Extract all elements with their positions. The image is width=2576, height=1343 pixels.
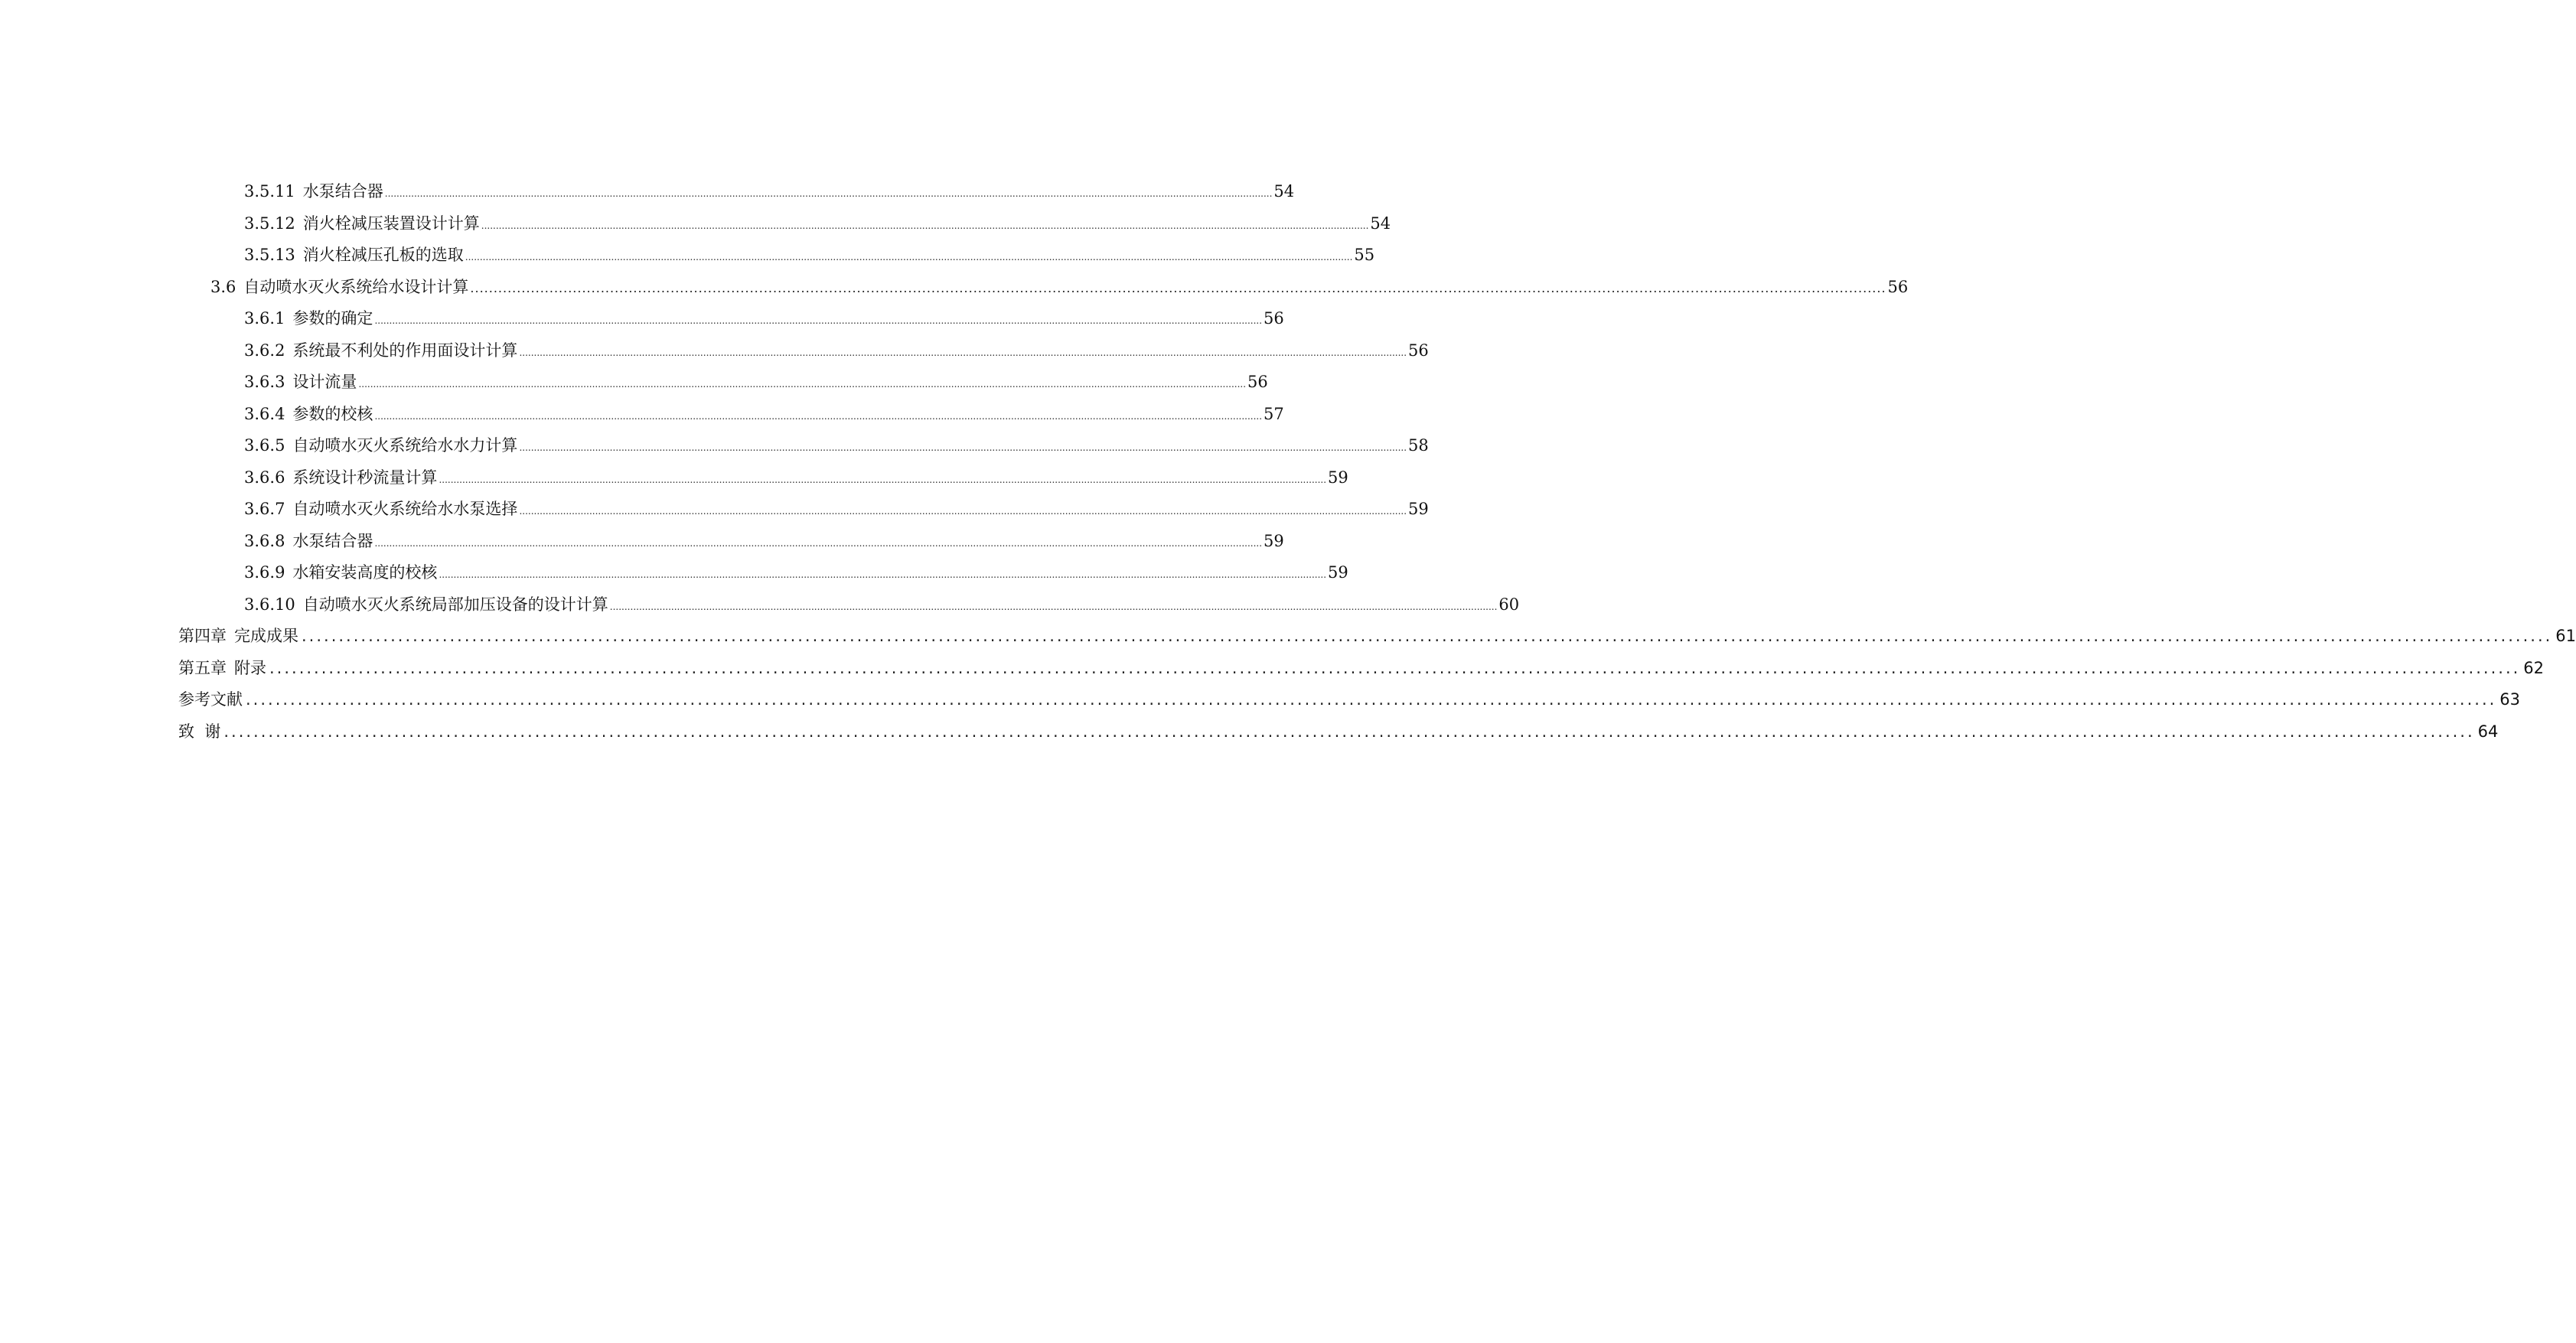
toc-entry-page: 63	[2499, 690, 2521, 709]
toc-entry-title: 水箱安装高度的校核	[292, 563, 438, 582]
toc-entry-page: 56	[1264, 309, 1284, 328]
toc-leader-dots: ................................................................................................................................................................................................................................................................................................................	[269, 658, 2521, 677]
toc-leader-dots: ................................................................................................................................................................................................................................................................................................................	[223, 722, 2475, 741]
toc-leader-dots: ................................................................................................................................................................................................................................................................................................................	[465, 252, 1353, 262]
toc-leader-dots: ................................................................................................................................................................................................................................................................................................................	[519, 506, 1407, 517]
toc-leader-dots: ................................................................................................................................................................................................................................................................................................................	[481, 220, 1369, 231]
toc-entry-title: 系统最不利处的作用面设计计算	[292, 341, 518, 360]
toc-entry-title: 自动喷水灭火系统局部加压设备的设计计算	[302, 595, 608, 614]
toc-entry-3-5-13[interactable]	[178, 240, 1375, 272]
toc-entry-page: 55	[1354, 246, 1375, 264]
toc-entry-title: 消火栓减压孔板的选取	[302, 246, 464, 264]
toc-leader-dots: ................................................................................................................................................................................................................................................................................................................	[519, 347, 1407, 358]
toc-entry-page: 59	[1264, 531, 1284, 550]
toc-entry-number: 3.6.1	[244, 309, 285, 328]
toc-leader-dots: ................................................................................................................................................................................................................................................................................................................	[374, 315, 1263, 326]
toc-entry-title: 水泵结合器	[302, 182, 383, 200]
toc-entry-3-6-4[interactable]	[178, 399, 1284, 431]
toc-entry-number: 3.6.4	[244, 404, 285, 423]
toc-entry-number: 3.6.8	[244, 531, 285, 550]
toc-entry-title: 设计流量	[292, 373, 357, 391]
toc-entry-title: 参数的校核	[292, 404, 373, 423]
toc-entry-page: 54	[1370, 214, 1391, 233]
toc-leader-dots: ................................................................................................................................................................................................................................................................................................................	[384, 188, 1273, 199]
toc-leader-dots: ................................................................................................................................................................................................................................................................................................................	[470, 280, 1886, 295]
toc-entry-3-6[interactable]	[178, 272, 1909, 304]
toc-entry-number: 第五章	[178, 658, 227, 677]
toc-entry-title: 消火栓减压装置设计计算	[302, 214, 480, 233]
toc-entry-title: 附录	[234, 658, 266, 677]
toc-entry-number: 3.6.2	[244, 341, 285, 360]
toc-entry-title: 自动喷水灭火系统给水设计计算	[243, 277, 469, 296]
toc-entry-page: 64	[2477, 722, 2499, 741]
toc-entry-title: 参数的确定	[292, 309, 373, 328]
toc-entry-number: 第四章	[178, 627, 227, 645]
toc-entry-page: 61	[2555, 627, 2576, 645]
toc-entry-number: 3.6.10	[244, 595, 295, 614]
toc-entry-number: 3.5.12	[244, 214, 295, 233]
toc-entry-chapter-5[interactable]	[178, 653, 2545, 685]
toc-entry-3-6-5[interactable]	[178, 430, 1429, 462]
toc-entry-acknowledgements[interactable]	[178, 716, 2499, 748]
toc-entry-3-6-7[interactable]	[178, 494, 1429, 526]
toc-entry-3-6-10[interactable]	[178, 589, 1520, 621]
toc-entry-page: 59	[1328, 563, 1348, 582]
toc-entry-3-6-9[interactable]	[178, 557, 1348, 589]
toc-entry-title: 系统设计秒流量计算	[292, 468, 438, 487]
toc-leader-dots: ................................................................................................................................................................................................................................................................................................................	[439, 474, 1327, 485]
toc-entry-number: 3.6.5	[244, 436, 285, 455]
toc-entry-title: 完成成果	[234, 627, 298, 645]
toc-entry-number: 3.6.3	[244, 373, 285, 391]
toc-leader-dots: ................................................................................................................................................................................................................................................................................................................	[374, 410, 1263, 422]
toc-entry-number: 3.5.11	[244, 182, 295, 200]
toc-entry-title: 参考文献	[178, 690, 243, 709]
table-of-contents	[178, 176, 2576, 748]
toc-entry-3-6-6[interactable]	[178, 462, 1348, 494]
toc-entry-number: 3.6.6	[244, 468, 285, 487]
toc-entry-number: 3.6	[210, 277, 236, 296]
toc-leader-dots: ................................................................................................................................................................................................................................................................................................................	[609, 601, 1498, 612]
toc-entry-3-6-2[interactable]	[178, 335, 1429, 367]
toc-entry-page: 59	[1328, 468, 1348, 487]
toc-leader-dots: ................................................................................................................................................................................................................................................................................................................	[519, 442, 1407, 453]
toc-entry-number: 3.5.13	[244, 246, 295, 264]
toc-entry-page: 60	[1498, 595, 1520, 614]
toc-entry-references[interactable]	[178, 684, 2521, 716]
toc-entry-title: 自动喷水灭火系统给水水力计算	[292, 436, 518, 455]
toc-entry-title: 致 谢	[178, 722, 221, 741]
toc-entry-3-5-12[interactable]	[178, 208, 1391, 240]
toc-entry-3-5-11[interactable]	[178, 176, 1295, 208]
toc-leader-dots: ................................................................................................................................................................................................................................................................................................................	[302, 627, 2553, 645]
toc-entry-number: 3.6.7	[244, 500, 285, 518]
toc-entry-page: 58	[1408, 436, 1429, 455]
toc-entry-chapter-4[interactable]	[178, 621, 2576, 653]
toc-entry-title: 水泵结合器	[292, 531, 373, 550]
toc-entry-3-6-1[interactable]	[178, 303, 1284, 335]
toc-entry-page: 56	[1887, 277, 1909, 296]
toc-entry-page: 57	[1264, 404, 1284, 423]
toc-entry-title: 自动喷水灭火系统给水水泵选择	[292, 500, 518, 518]
toc-leader-dots: ................................................................................................................................................................................................................................................................................................................	[439, 569, 1327, 580]
toc-leader-dots: ................................................................................................................................................................................................................................................................................................................	[374, 537, 1263, 549]
toc-entry-page: 54	[1273, 182, 1295, 200]
toc-entry-3-6-3[interactable]	[178, 367, 1268, 399]
toc-leader-dots: ................................................................................................................................................................................................................................................................................................................	[246, 690, 2497, 709]
toc-entry-3-6-8[interactable]	[178, 526, 1284, 558]
toc-entry-page: 62	[2523, 658, 2545, 677]
toc-entry-page: 59	[1408, 500, 1429, 518]
toc-leader-dots: ................................................................................................................................................................................................................................................................................................................	[358, 379, 1247, 390]
toc-entry-page: 56	[1408, 341, 1429, 360]
toc-entry-number: 3.6.9	[244, 563, 285, 582]
toc-entry-page: 56	[1247, 373, 1268, 391]
